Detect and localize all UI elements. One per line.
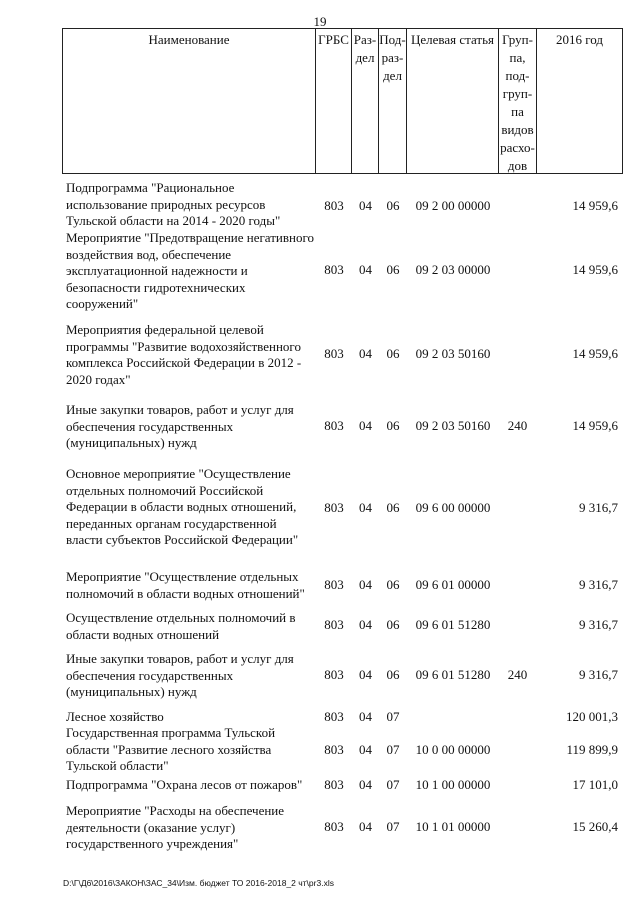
row-name: Мероприятие "Предотвращение негативного воздействия вод, обеспечение эксплуатационной надежности и безопасности гидротехнических сооружений" <box>66 230 314 311</box>
column-header-razdel: Раз- дел <box>352 29 379 173</box>
row-grbs: 803 <box>324 346 344 361</box>
row-name: Мероприятия федеральной целевой программы "Развитие водохозяйственного комплекса Российской Федерации в 2012 - 2020 годах" <box>66 322 302 387</box>
row-amount: 9 316,7 <box>579 617 618 632</box>
table-header <box>62 28 623 174</box>
row-target: 09 6 01 51280 <box>415 667 491 682</box>
row-razdel: 04 <box>359 617 372 632</box>
row-target: 09 2 00 00000 <box>415 198 491 213</box>
row-grbs: 803 <box>324 617 344 632</box>
row-podrazdel: 06 <box>386 500 400 515</box>
row-razdel: 04 <box>359 742 372 757</box>
row-grbs: 803 <box>324 418 344 433</box>
row-grbs: 803 <box>324 819 344 834</box>
row-grbs: 803 <box>324 777 344 792</box>
row-grbs: 803 <box>324 667 344 682</box>
row-amount: 119 899,9 <box>566 742 618 757</box>
row-razdel: 04 <box>359 418 372 433</box>
row-amount: 9 316,7 <box>579 500 618 515</box>
column-header-group: Груп- па, под- груп- па видов расхо- дов <box>499 29 537 173</box>
row-name: Иные закупки товаров, работ и услуг для обеспечения государственных (муниципальных) нужд <box>66 651 294 699</box>
row-group: 240 <box>507 667 528 682</box>
row-grbs: 803 <box>324 198 344 213</box>
row-name: Лесное хозяйство <box>66 709 164 724</box>
row-name: Государственная программа Тульской области "Развитие лесного хозяйства Тульской области" <box>66 725 276 773</box>
row-name: Подпрограмма "Охрана лесов от пожаров" <box>66 777 303 792</box>
row-amount: 14 959,6 <box>572 346 618 361</box>
column-header-podrazdel: Под- раз- дел <box>379 29 407 173</box>
row-target: 09 6 00 00000 <box>415 500 491 515</box>
row-group: 240 <box>507 418 528 433</box>
row-razdel: 04 <box>359 777 372 792</box>
column-header-year: 2016 год <box>556 32 603 47</box>
row-grbs: 803 <box>324 262 344 277</box>
row-name: Мероприятие "Осуществление отдельных полномочий в области водных отношений" <box>66 569 305 601</box>
row-razdel: 04 <box>359 819 372 834</box>
row-amount: 15 260,4 <box>572 819 618 834</box>
row-target: 09 2 03 50160 <box>415 346 491 361</box>
row-target: 10 1 00 00000 <box>415 777 491 792</box>
row-razdel: 04 <box>359 262 372 277</box>
row-target: 09 2 03 50160 <box>415 418 491 433</box>
row-grbs: 803 <box>324 500 344 515</box>
row-podrazdel: 06 <box>386 262 400 277</box>
row-grbs: 803 <box>324 709 344 724</box>
column-header-target: Целевая статья <box>407 29 499 173</box>
row-target: 10 1 01 00000 <box>415 819 491 834</box>
row-target: 09 6 01 00000 <box>415 577 491 592</box>
row-podrazdel: 07 <box>386 709 400 724</box>
row-name: Мероприятие "Расходы на обеспечение деятельности (оказание услуг) государственного учреждения" <box>66 803 285 851</box>
row-podrazdel: 07 <box>386 777 400 792</box>
row-podrazdel: 06 <box>386 198 400 213</box>
row-amount: 17 101,0 <box>572 777 618 792</box>
row-amount: 9 316,7 <box>579 667 618 682</box>
row-amount: 120 001,3 <box>566 709 618 724</box>
row-podrazdel: 07 <box>386 819 400 834</box>
row-amount: 14 959,6 <box>572 418 618 433</box>
row-target: 09 6 01 51280 <box>415 617 491 632</box>
column-header-name: Наименование <box>63 29 316 173</box>
row-podrazdel: 06 <box>386 667 400 682</box>
row-name: Основное мероприятие "Осуществление отдельных полномочий Российской Федерации в области водных отношений, переданных органам государственной власти субъектов Российской Федерации" <box>66 466 299 547</box>
row-name: Осуществление отдельных полномочий в области водных отношений <box>66 610 296 642</box>
row-name: Иные закупки товаров, работ и услуг для обеспечения государственных (муниципальных) нужд <box>66 402 294 450</box>
row-grbs: 803 <box>324 742 344 757</box>
row-razdel: 04 <box>359 667 372 682</box>
row-target: 09 2 03 00000 <box>415 262 491 277</box>
row-target: 10 0 00 00000 <box>415 742 491 757</box>
row-razdel: 04 <box>359 346 372 361</box>
row-podrazdel: 06 <box>386 346 400 361</box>
row-razdel: 04 <box>359 198 372 213</box>
row-razdel: 04 <box>359 500 372 515</box>
row-razdel: 04 <box>359 577 372 592</box>
row-amount: 9 316,7 <box>579 577 618 592</box>
row-razdel: 04 <box>359 709 372 724</box>
column-header-grbs: ГРБС <box>316 29 352 173</box>
row-amount: 14 959,6 <box>572 262 618 277</box>
row-podrazdel: 06 <box>386 617 400 632</box>
row-podrazdel: 06 <box>386 577 400 592</box>
file-path-footer: D:\Г\Д6\2016\ЗАКОН\ЗАС_34\Изм. бюджет ТО 2016-2018_2 чт\pr3.xls <box>63 878 334 888</box>
page-number: 19 <box>313 14 327 29</box>
row-amount: 14 959,6 <box>572 198 618 213</box>
row-podrazdel: 07 <box>386 742 400 757</box>
row-podrazdel: 06 <box>386 418 400 433</box>
row-grbs: 803 <box>324 577 344 592</box>
row-name: Подпрограмма "Рациональное использование природных ресурсов Тульской области на 2014 - 2020 годы" <box>66 180 281 228</box>
